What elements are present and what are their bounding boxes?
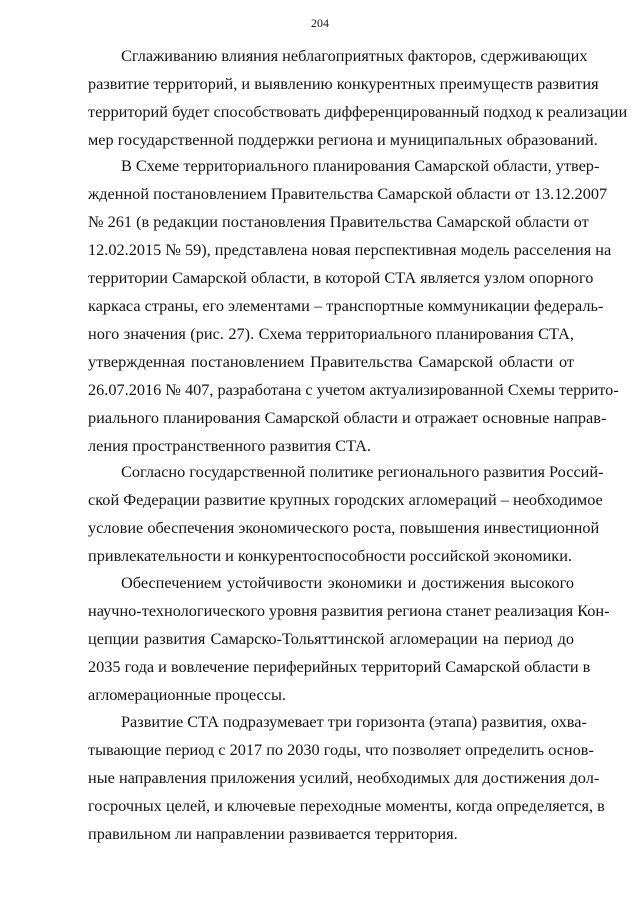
text-line: территорий будет способствовать дифференцированный подход к реализации: [88, 102, 628, 121]
text-line: 12.02.2015 № 59), представлена новая перспективная модель расселения на: [88, 240, 612, 259]
text-line: № 261 (в редакции постановления Правительства Самарской области от: [88, 212, 589, 231]
text-line: 2035 года и вовлечение периферийных территорий Самарской области в: [88, 657, 591, 676]
text-line: жденной постановлением Правительства Самарской области от 13.12.2007: [88, 184, 608, 203]
text-line: территории Самарской области, в которой СТА является узлом опорного: [88, 268, 594, 287]
text-line: развитие территорий, и выявлению конкурентных преимуществ развития: [88, 74, 599, 93]
text-line: тывающие период с 2017 по 2030 годы, что позволяет определить основ-: [88, 740, 594, 759]
text-line: Сглаживанию влияния неблагоприятных факторов, сдерживающих: [121, 46, 588, 65]
text-line: риального планирования Самарской области и отражает основные направ-: [88, 408, 607, 427]
text-line: утвержденная постановлением Правительства Самарской области от: [88, 352, 574, 371]
text-line: Согласно государственной политике регионального развития Россий-: [121, 462, 604, 481]
text-line: ления пространственного развития СТА.: [88, 436, 371, 455]
text-line: научно-технологического уровня развития региона станет реализация Кон-: [88, 601, 610, 620]
text-line: привлекательности и конкурентоспособности российской экономики.: [88, 546, 572, 565]
text-line: правильном ли направлении развивается территория.: [88, 824, 458, 843]
text-line: ные направления приложения усилий, необходимых для достижения дол-: [88, 768, 600, 787]
page-number: 204: [311, 16, 329, 30]
text-line: госрочных целей, и ключевые переходные моменты, когда определяется, в: [88, 796, 605, 815]
text-line: условие обеспечения экономического роста, повышения инвестиционной: [88, 518, 600, 537]
text-line: В Схеме территориального планирования Самарской области, утвер-: [121, 156, 600, 175]
text-line: цепции развития Самарско-Тольяттинской агломерации на период до: [88, 629, 574, 648]
text-line: ской Федерации развитие крупных городских агломераций – необходимое: [88, 490, 603, 509]
text-line: Развитие СТА подразумевает три горизонта (этапа) развития, охва-: [121, 712, 587, 731]
text-line: мер государственной поддержки региона и муниципальных образований.: [88, 130, 598, 149]
text-line: Обеспечением устойчивости экономики и достижения высокого: [121, 573, 574, 592]
text-line: ного значения (рис. 27). Схема территориального планирования СТА,: [88, 324, 574, 343]
text-line: агломерационные процессы.: [88, 685, 286, 704]
text-line: каркаса страны, его элементами – транспортные коммуникации федераль-: [88, 296, 604, 315]
text-line: 26.07.2016 № 407, разработана с учетом актуализированной Схемы террито-: [88, 380, 619, 399]
